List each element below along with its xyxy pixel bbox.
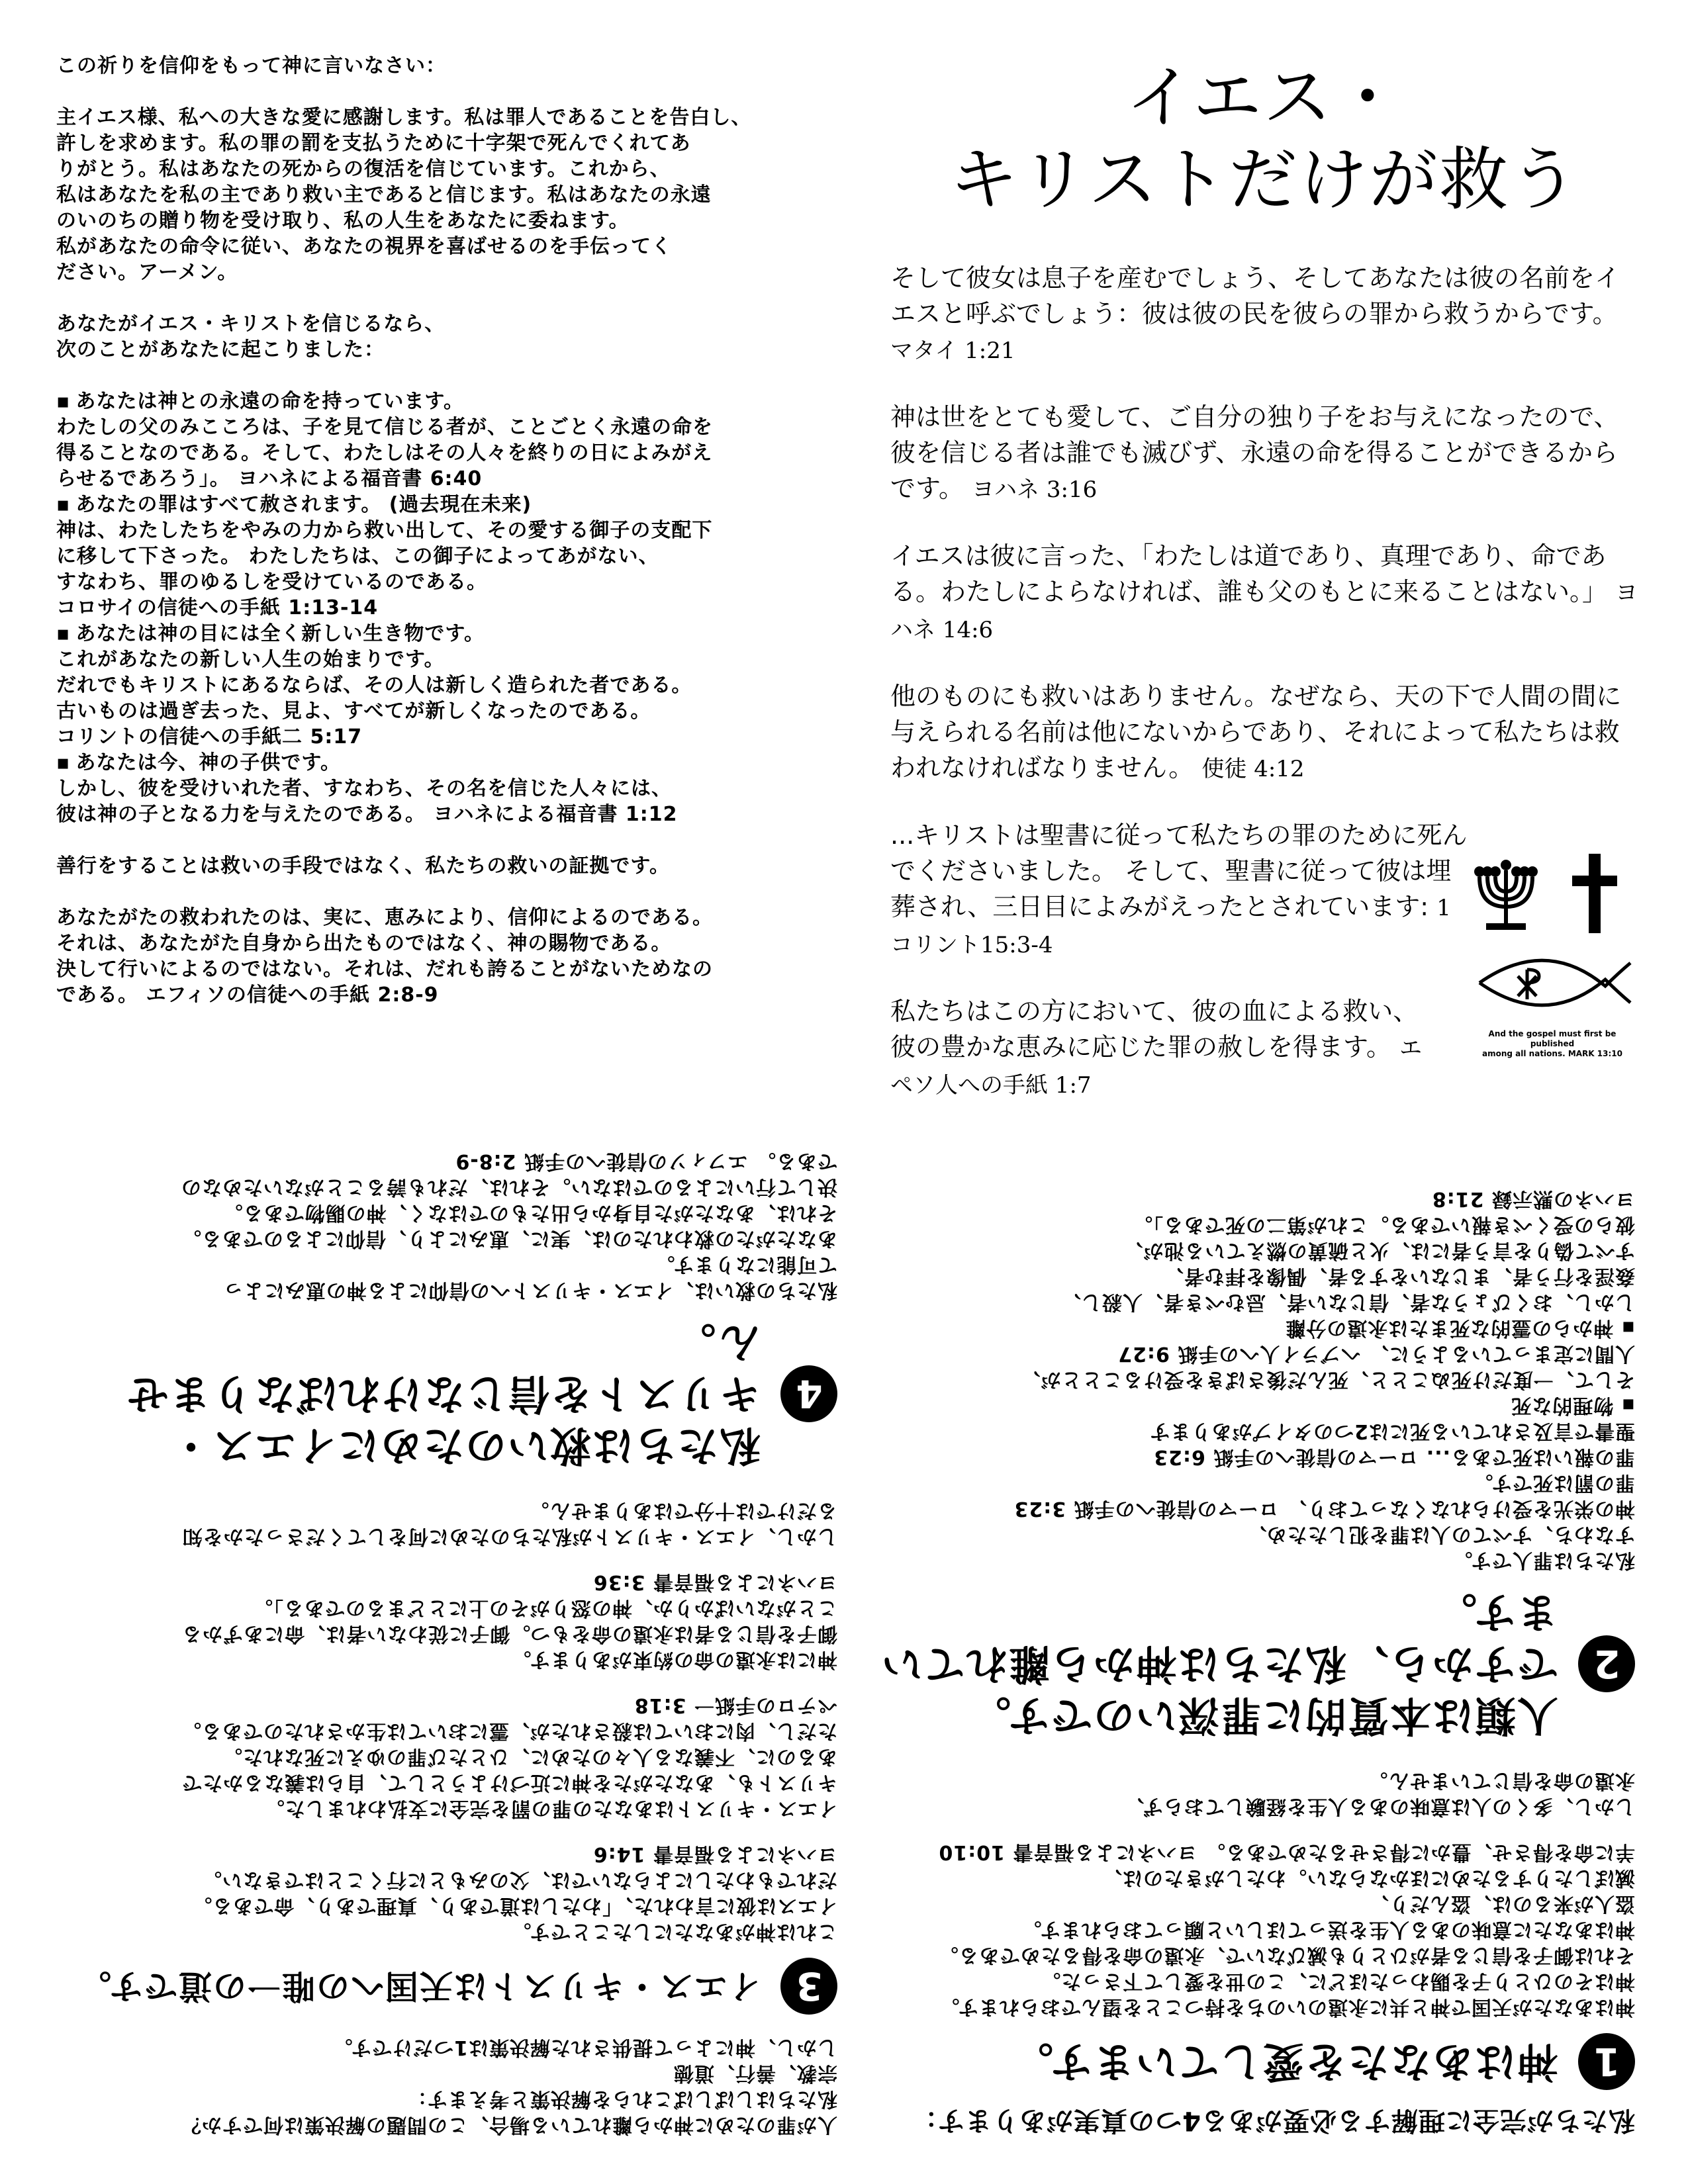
truths-intro: 私たちが完全に理解する必要がある4つの真実があります： (910, 2105, 1635, 2136)
truth-line: しかし、多くの人は意味のある人生を経験しておらず、 (1123, 1795, 1635, 1818)
truth-line: ヨハネの黙示録 21:8 (1431, 1187, 1635, 1210)
prayer-line: 私があなたの命令に従い、あなたの視界を喜ばせるのを手伝ってく (56, 235, 672, 258)
verse-text: イエスは彼に言った、「わたしは道であり、真理であり、命である。わたしによらなければ、誰も父のもとに来ることはない。」 (890, 541, 1608, 606)
blessing-line: コロサイの信徒への手紙 1:13-14 (56, 596, 379, 619)
verse-ref: ヨハネ 14:6 (890, 580, 1638, 643)
truth-line: 決して行いによるのではない。それは、だれも誇ることがないためなの (181, 1175, 837, 1199)
title-line: キリストだけが救う (949, 139, 1579, 220)
truth-line: である。 エフィソの信徒への手紙 2:8-9 (455, 1150, 837, 1173)
blessing-line: すなわち、罪のゆるしを受けているのである。 (56, 570, 487, 594)
truth-line: ▪ 神からの霊的な死または永遠の分離 (1285, 1316, 1635, 1340)
truth-line: だれでもわたしによらないでは、父のみもとに行くことはできない。 (201, 1868, 837, 1891)
truth-line: ヨハネによる福音書 14:6 (592, 1843, 837, 1866)
truth-4-body (56, 1148, 837, 1303)
blessing-line: しかし、彼を受けいれた者、すなわち、その名を信じた人々には、 (56, 777, 672, 800)
blessing-line: ▪ あなたは今、神の子供です。 (56, 750, 837, 776)
verse (890, 817, 1473, 963)
truth-line: 滅ぼしたりするためにほかならない。わたしがきたのは、 (1102, 1866, 1635, 1889)
blessing-line: 彼は神の子となる力を与えたのである。 ヨハネによる福音書 1:12 (56, 803, 678, 826)
verse-ref: エペソ人への手紙 1:7 (890, 1035, 1423, 1099)
verse (890, 678, 1638, 787)
prayer-line: 私はあなたを私の主であり救い主であると信じます。私はあなたの永遠 (56, 183, 712, 206)
truth-line: ▪ 物理的な死 (1511, 1394, 1635, 1417)
truth-4-heading (56, 1316, 837, 1471)
truth-line: あなたがたの救われたのは、実に、恵みにより、信仰によるのである。 (181, 1227, 837, 1250)
blessing-line: 古いものは過ぎ去った、見よ、すべてが新しくなったのである。 (56, 700, 651, 723)
blessing-line: ▪ あなたは神の目には全く新しい生き物です。 (56, 621, 837, 647)
after-intro-line: あなたがイエス・キリストを信じるなら、 (56, 312, 445, 336)
truth-3-heading (56, 1958, 837, 2015)
caption-line: among all nations. MARK 13:10 (1482, 1049, 1622, 1058)
number-badge: 1 (1578, 2033, 1635, 2090)
christian-symbols (1466, 850, 1638, 1059)
blessing-line: これがあなたの新しい人生の始まりです。 (56, 648, 445, 671)
menorah-icon (1476, 862, 1536, 927)
blessing-list (56, 388, 837, 827)
verse-text: 他のものにも救いはありません。なぜなら、天の下で人間の間に与えられる名前は他にないからであり、それによって私たちは救われなければなりません。 (890, 682, 1622, 782)
truth-line: あるのに、不義なる人々のために、ひとたび罪のゆえに死なれた。 (222, 1745, 837, 1768)
truth-1-body (854, 1768, 1635, 2020)
prayer-line: のいのちの贈り物を受け取り、私の人生をあなたに委ねます。 (56, 209, 630, 232)
problem-line: しかし、神によって提供された解決策は1つだけです。 (332, 2036, 837, 2059)
verse-text: ...キリストは聖書に従って私たちの罪のために死んでくださいました。 そして、聖書に従って彼は埋葬され、三日目によみがえったとされています: (890, 821, 1468, 921)
truth-line: これは神があなたにしたことです。 (510, 1920, 837, 1943)
verse-ref: 1コリント15:3-4 (890, 895, 1451, 958)
truth-2-title (854, 1586, 1558, 1741)
problem-line: 宗教、善行、道徳 (673, 2062, 837, 2085)
truth-line: て可能になります。 (654, 1253, 837, 1276)
verse (890, 399, 1638, 508)
truth-line: ことがないばかりか、神の怒りがその上にとどまるのである」。 (252, 1596, 837, 1619)
blessing-line: らせるであろう」。 ヨハネによる福音書 6:40 (56, 467, 483, 490)
blessing-line: ▪ あなたの罪はすべて赦されます。 (過去現在未来) (56, 492, 837, 518)
truth-line: そして、一度だけ死ぬことと、死んだ後さばきを受けることとが、 (1019, 1368, 1635, 1391)
truth-line: 羊に命を得させ、豊かに得させるためである。 ヨハネによる福音書 10:10 (938, 1841, 1635, 1864)
truth-line: それは、あなたがた自身から出たものではなく、神の賜物である。 (222, 1201, 837, 1224)
grace-line: である。 エフィソの信徒への手紙 2:8-9 (56, 983, 439, 1007)
prayer-line: ださい。アーメン。 (56, 261, 238, 284)
truth-line: ただし、肉においては殺されたが、霊においては生かされたのである。 (181, 1719, 837, 1743)
verse (890, 260, 1638, 369)
symbols-graphic (1466, 850, 1638, 1023)
blessing-line: だれでもキリストにあるならば、その人は新しく造られた者である。 (56, 674, 692, 697)
truth-line: 彼らの受くべき報いである。これが第二の死である」。 (1132, 1213, 1635, 1236)
blessing-line: 神は、わたしたちをやみの力から救い出して、その愛する御子の支配下 (56, 519, 713, 542)
ichthys-fish-icon (1479, 960, 1630, 1005)
verse-text: そして彼女は息子を産むでしょう、そしてあなたは彼の名前をイエスと呼ぶでしょう：彼は彼の民を彼らの罪から救うからです。 (890, 263, 1620, 328)
blessing-line: コリントの信徒への手紙二 5:17 (56, 725, 363, 749)
caption-line: And the gospel must first be published (1488, 1029, 1617, 1048)
prayer-line: りがとう。私はあなたの死からの復活を信じています。これから、 (56, 158, 671, 181)
heading-line: 人類は本質的に罪深いのです。 (968, 1692, 1558, 1740)
heading-line: キリストを信じなければなりません。 (126, 1318, 761, 1418)
good-works-line: 善行をすることは救いの手段ではなく、私たちの救いの証拠です。 (56, 854, 670, 878)
blessing-line: 得ることなのである。そして、わたしはその人々を終りの日によみがえ (56, 441, 713, 465)
truth-3-body (56, 1498, 837, 1944)
truth-2-body (854, 1186, 1635, 1573)
truth-1-heading (854, 2033, 1635, 2090)
title-line: イエス・ (1125, 57, 1403, 138)
truth-line: 罪の報いは死である... ローマの信徒への手紙 6:23 (1153, 1445, 1635, 1469)
verse (890, 538, 1638, 648)
blessing-line: ▪ あなたは神との永遠の命を持っています。 (56, 388, 837, 414)
truth-line: 私たちの救いは、イエス・キリストへの信仰による神の恵みによっ (222, 1279, 837, 1302)
verse-ref: ヨハネ 3:16 (972, 477, 1098, 503)
truth-line: すべて偽りを言う者には、火と硫黄の燃えている池が、 (1122, 1239, 1635, 1262)
truth-line: 姦淫を行う者、まじないをする者、偶像を拝む者、 (1163, 1265, 1635, 1288)
number-badge: 3 (780, 1958, 837, 2015)
heading-line: ですから、私たちは神から離れています。 (880, 1588, 1558, 1688)
prayer-line: 主イエス様、私への大きな愛に感謝します。私は罪人であることを告白し、 (56, 106, 752, 129)
truth-line: すなわち、すべての人は罪を犯したため、 (1246, 1523, 1635, 1546)
truths-panel-right (854, 1125, 1635, 2138)
truth-line: しかし、おくびょうな者、信じない者、忌むべき者、人殺し、 (1060, 1291, 1635, 1314)
truth-3-title: イエス・キリストは天国への唯一の道です。 (77, 1967, 761, 2005)
truths-panel-left (56, 1125, 837, 2138)
truth-4-title (56, 1316, 761, 1471)
after-intro-line: 次のことがあなたに起こりました： (56, 338, 385, 361)
problem-line: 人が罪のために神から離れている場合、この問題の解決策は何ですか？ (181, 2113, 837, 2136)
number-badge: 4 (780, 1365, 837, 1422)
truth-2-heading (854, 1586, 1635, 1741)
truth-line: 神の栄光を受けられなくなっており、 ローマの信徒への手紙 3:23 (1013, 1497, 1635, 1520)
truth-line: 人間に定まっているように、 ヘブライ人への手紙 9:27 (1117, 1342, 1635, 1365)
cross-icon (1572, 854, 1617, 933)
truth-line: それは御子を信じる者がひとりも滅びないで、永遠の命を得るためである。 (937, 1944, 1635, 1967)
truth-1-title: 神はあなたを愛しています。 (1010, 2038, 1558, 2086)
truth-line: イエスは彼に言われた、「わたしは道であり、真理であり、命である。 (191, 1894, 837, 1917)
verse-text: 神は世をとても愛して、ご自分の独り子をお与えになったので、彼を信じる者は誰でも滅びず、永遠の命を得ることができるからです。 (890, 402, 1619, 503)
truth-line: キリストも、あなたがたを神に近づけようとして、自らは義なるかたで (181, 1771, 837, 1794)
truth-line: 私たちは罪人です。 (1452, 1549, 1635, 1572)
grace-line: あなたがたの救われたのは、実に、恵みにより、信仰によるのである。 (56, 906, 713, 929)
verse-ref: 使徒 4:12 (1201, 756, 1305, 782)
verse-ref: マタイ 1:21 (890, 338, 1015, 364)
blessing-line: わたしの父のみこころは、子を見て信じる者が、ことごとく永遠の命を (56, 416, 713, 439)
truth-line: ペテロの手紙一 3:18 (633, 1694, 837, 1717)
truth-line: 盗人が来るのは、盗んだり、 (1368, 1892, 1635, 1915)
truth-line: 罪の罰は死です。 (1472, 1471, 1635, 1494)
prayer-intro: この祈りを信仰をもって神に言いなさい： (56, 54, 446, 77)
truth-line: しかし、イエス・キリストが私たちのために何をしてくださったかを知 (181, 1525, 837, 1548)
prayer-body (56, 105, 837, 285)
prayer-panel (56, 53, 837, 1008)
problem-section (56, 2034, 837, 2138)
truth-line: 御子を信じる者は永遠の命をもつ。御子に従わない者は、命にあずかる (181, 1622, 837, 1645)
cover-panel (890, 56, 1638, 1134)
page-title (890, 56, 1638, 220)
truth-line: 聖書で言及されている死には2つのタイプがあります (1149, 1420, 1635, 1443)
truth-line: 永遠の命を信じていません。 (1367, 1769, 1635, 1792)
truth-line: 神はあなたに意味のある人生を送ってほしいと願っておられます。 (1021, 1918, 1635, 1941)
grace-line: それは、あなたがた自身から出たものではなく、神の賜物である。 (56, 932, 672, 955)
truth-line: るだけでは十分ではありません。 (528, 1499, 837, 1522)
number-badge: 2 (1578, 1635, 1635, 1692)
heading-line: 私たちは救いのためにイエス・ (169, 1422, 761, 1470)
verse-text: 私たちはこの方において、彼の血による救い、彼の豊かな恵みに応じた罪の赦しを得ます。 (890, 997, 1419, 1062)
verse (890, 993, 1433, 1103)
symbols-caption (1466, 1029, 1638, 1059)
truth-line: 神はそのひとり子を賜わったほどに、この世を愛して下さった。 (1040, 1970, 1635, 1993)
prayer-line: 許しを求めます。私の罪の罰を支払うために十字架で死んでくれてあ (56, 132, 691, 155)
blessing-line: に移して下さった。 わたしたちは、この御子によってあがない、 (56, 545, 659, 568)
truth-line: ヨハネによる福音書 3:36 (592, 1570, 837, 1594)
problem-line: 私たちはしばしばこれらを解決策と考えます： (406, 2087, 837, 2111)
grace-line: 決して行いによるのではない。それは、だれも誇ることがないためなの (56, 958, 713, 981)
truth-line: イエス・キリストはあなたの罪の罰を完全に支払われました。 (263, 1797, 837, 1820)
truth-line: 神には永遠の命の約束があります。 (510, 1648, 837, 1671)
truth-line: 神はあなたが天国で神と共に永遠のいのちを持つことを望んでおられます。 (939, 1995, 1635, 2019)
